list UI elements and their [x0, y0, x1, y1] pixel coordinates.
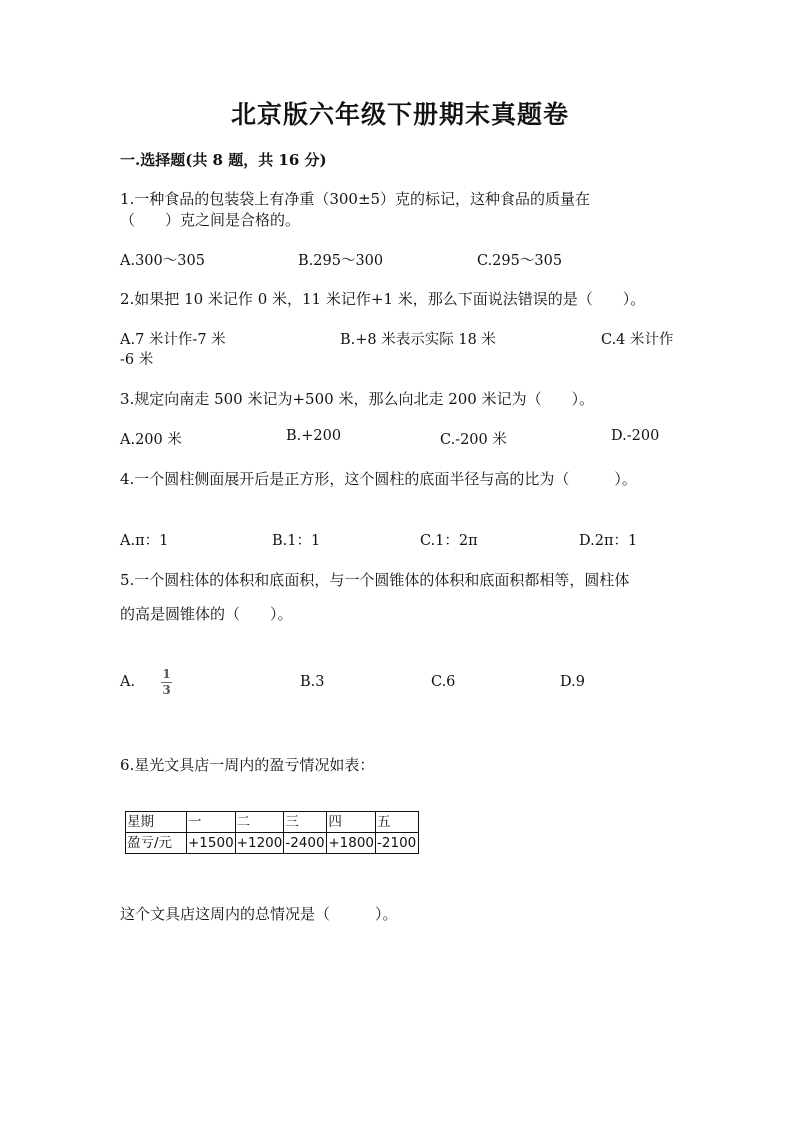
- table-cell: -2400: [284, 833, 327, 854]
- question-3-option-c: C.-200 米: [440, 432, 507, 448]
- question-4-option-d: D.2π：1: [579, 533, 638, 549]
- table-cell: +1800: [327, 833, 376, 854]
- question-4-option-c: C.1：2π: [420, 533, 478, 549]
- question-6-line-1: 6.星光文具店一周内的盈亏情况如表：: [120, 756, 375, 774]
- question-1-line-2: （ ）克之间是合格的。: [120, 211, 301, 229]
- question-1-line-1: 1.一种食品的包装袋上有净重（300±5）克的标记，这种食品的质量在: [120, 190, 591, 208]
- question-5-option-a-fraction: [161, 668, 172, 697]
- question-1-option-a: A.300～305: [120, 253, 205, 269]
- question-3-line-1: 3.规定向南走 500 米记为+500 米，那么向北走 200 米记为（ ）。: [120, 390, 595, 408]
- profit-loss-table: [125, 811, 419, 854]
- question-5-line-1: 5.一个圆柱体的体积和底面积，与一个圆锥体的体积和底面积都相等，圆柱体: [120, 571, 630, 589]
- question-3-option-d: D.-200: [611, 428, 660, 444]
- table-cell: 盈亏/元: [126, 833, 187, 854]
- question-5-option-a: A.: [120, 674, 136, 690]
- page-title: 北京版六年级下册期末真题卷: [230, 100, 569, 129]
- table-cell: 一: [187, 812, 236, 833]
- table-cell: -2100: [376, 833, 419, 854]
- question-1-option-c: C.295～305: [477, 253, 563, 269]
- table-cell: 二: [235, 812, 284, 833]
- table-row-header: [126, 812, 419, 833]
- question-2-line-1: 2.如果把 10 米记作 0 米，11 米记作+1 米，那么下面说法错误的是（ ）。: [120, 290, 646, 308]
- table-cell: 星期: [126, 812, 187, 833]
- question-4-option-a: A.π：1: [120, 533, 169, 549]
- table-cell: +1500: [187, 833, 236, 854]
- table-cell: 三: [284, 812, 327, 833]
- question-3-option-a: A.200 米: [120, 432, 182, 448]
- question-5-option-c: C.6: [431, 674, 456, 690]
- section-heading: 一.选择题(共 8 题，共 16 分): [120, 151, 327, 169]
- question-5-line-2: 的高是圆锥体的（ ）。: [120, 605, 293, 623]
- question-2-option-b: B.+8 米表示实际 18 米: [340, 332, 496, 348]
- table-cell: 五: [376, 812, 419, 833]
- table-cell: +1200: [235, 833, 284, 854]
- fraction-denominator: 3: [162, 683, 171, 697]
- question-3-option-b: B.+200: [286, 428, 342, 444]
- question-4-option-b: B.1：1: [272, 533, 321, 549]
- question-1-option-b: B.295～300: [298, 253, 384, 269]
- table-cell: 四: [327, 812, 376, 833]
- question-4-line-1: 4.一个圆柱侧面展开后是正方形，这个圆柱的底面半径与高的比为（ ）。: [120, 470, 637, 488]
- question-5-option-d: D.9: [560, 674, 585, 690]
- question-6-followup: 这个文具店这周内的总情况是（ ）。: [120, 905, 398, 923]
- question-2-option-c: C.4 米计作: [601, 332, 674, 348]
- question-2-option-c-continued: -6 米: [120, 352, 154, 368]
- question-5-option-b: B.3: [300, 674, 325, 690]
- table-row-values: [126, 833, 419, 854]
- question-2-option-a: A.7 米计作-7 米: [120, 332, 226, 348]
- fraction-numerator: 1: [162, 667, 171, 681]
